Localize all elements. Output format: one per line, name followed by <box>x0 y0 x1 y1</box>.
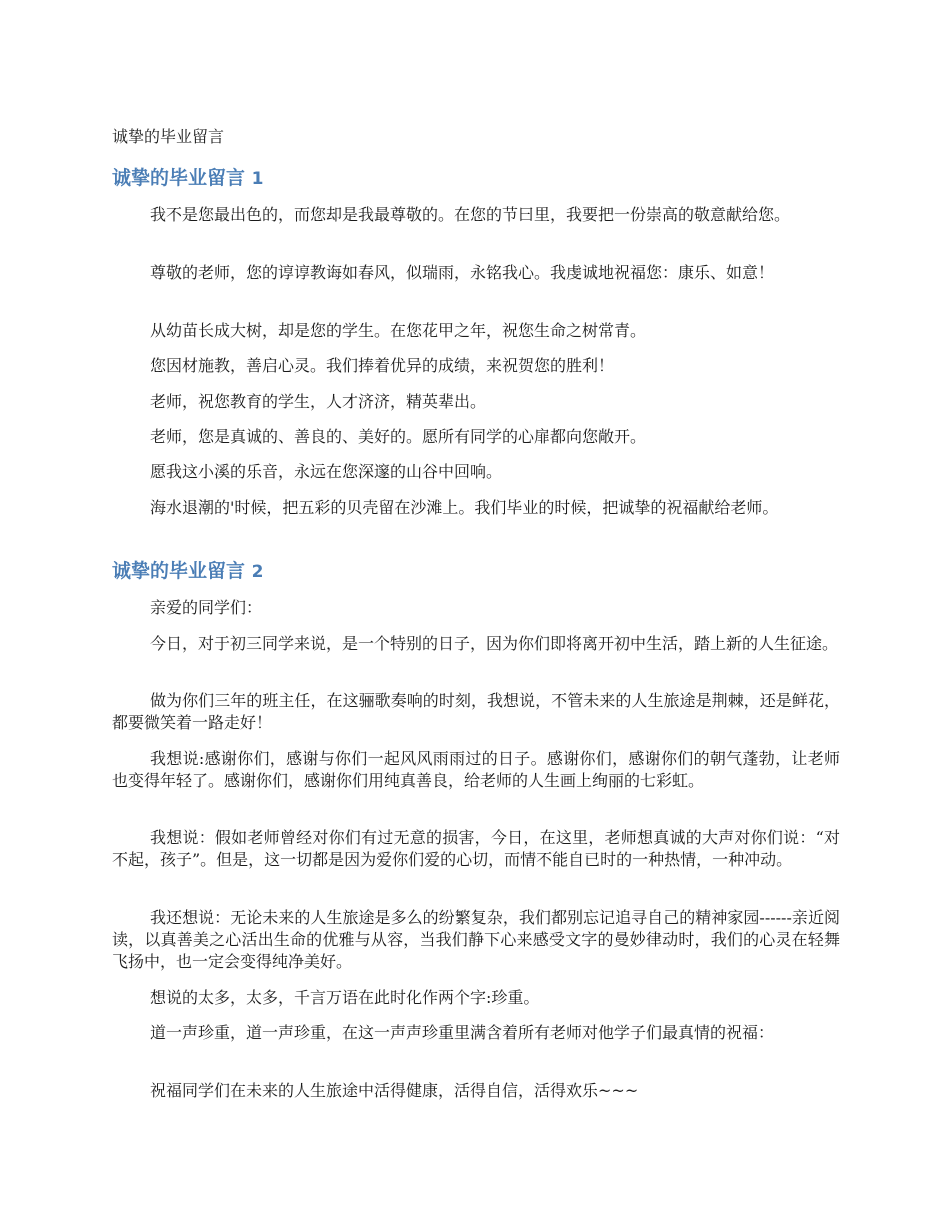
paragraph: 我还想说：无论未来的人生旅途是多么的纷繁复杂，我们都别忘记追寻自己的精神家园------亲近阅读，以真善美之心活出生命的优雅与从容，当我们静下心来感受文字的曼妙律动时，我们的心灵在轻舞飞扬中，也一定会变得纯净美好。 <box>112 908 840 971</box>
paragraph: 海水退潮的'时候，把五彩的贝壳留在沙滩上。我们毕业的时候，把诚挚的祝福献给老师。 <box>150 498 779 517</box>
paragraph: 从幼苗长成大树，却是您的学生。在您花甲之年，祝您生命之树常青。 <box>150 321 647 340</box>
paragraph: 老师，祝您教育的学生，人才济济，精英辈出。 <box>150 392 487 411</box>
section-heading-2 <box>112 559 263 584</box>
section-heading-1 <box>112 166 263 191</box>
paragraph: 祝福同学们在未来的人生旅途中活得健康，活得自信，活得欢乐~~~ <box>150 1081 639 1100</box>
section-heading-text: 诚挚的毕业留言 <box>112 167 246 189</box>
paragraph: 我不是您最出色的，而您却是我最尊敬的。在您的节曰里，我要把一份崇高的敬意献给您。 <box>150 205 791 224</box>
paragraph: 我想说:感谢你们，感谢与你们一起风风雨雨过的日子。感谢你们，感谢你们的朝气蓬勃，让老师也变得年轻了。感谢你们，感谢你们用纯真善良，给老师的人生画上绚丽的七彩虹。 <box>112 749 840 790</box>
paragraph: 您因材施教，善启心灵。我们捧着优异的成绩，来祝贺您的胜利！ <box>150 356 615 375</box>
paragraph: 做为你们三年的班主任，在这骊歌奏响的时刻，我想说，不管未来的人生旅途是荆棘，还是鲜花，都要微笑着一路走好！ <box>112 691 840 732</box>
section-number: 2 <box>251 562 264 582</box>
paragraph: 今日，对于初三同学来说，是一个特别的日子，因为你们即将离开初中生活，踏上新的人生征途。 <box>150 634 839 653</box>
section-number: 1 <box>251 169 264 189</box>
paragraph: 道一声珍重，道一声珍重，在这一声声珍重里满含着所有老师对他学子们最真情的祝福： <box>150 1023 775 1042</box>
paragraph: 尊敬的老师，您的谆谆教诲如春风，似瑞雨，永铭我心。我虔诚地祝福您：康乐、如意！ <box>150 263 775 282</box>
paragraph: 亲爱的同学们： <box>150 598 263 617</box>
section-heading-text: 诚挚的毕业留言 <box>112 560 246 582</box>
paragraph: 想说的太多，太多，千言万语在此时化作两个字:珍重。 <box>150 988 540 1007</box>
paragraph: 愿我这小溪的乐音，永远在您深邃的山谷中回响。 <box>150 462 503 481</box>
paragraph: 我想说：假如老师曾经对你们有过无意的损害，今日，在这里，老师想真诚的大声对你们说：“对不起，孩子”。但是，这一切都是因为爱你们爱的心切，而情不能自已时的一种热情，一种冲动。 <box>112 828 840 869</box>
paragraph: 老师，您是真诚的、善良的、美好的。愿所有同学的心扉都向您敞开。 <box>150 427 647 446</box>
document-title: 诚挚的毕业留言 <box>112 127 225 146</box>
